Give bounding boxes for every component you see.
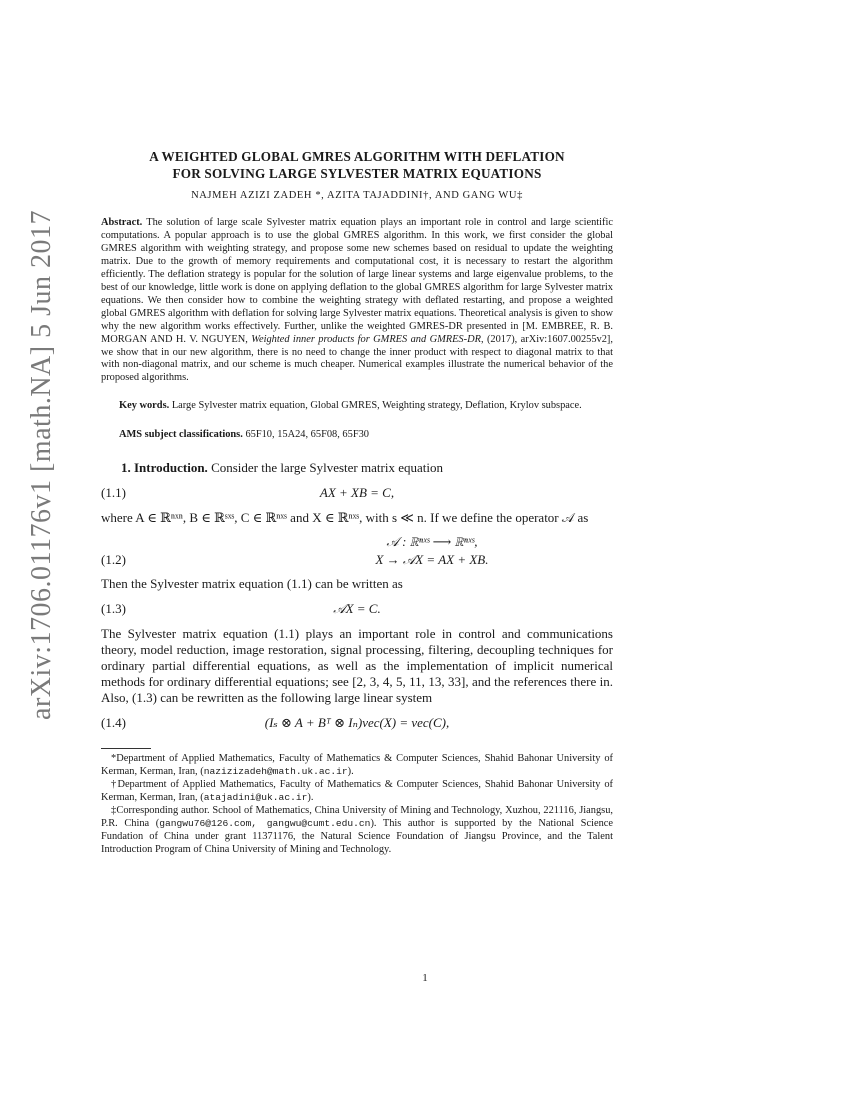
- ams-label: AMS subject classifications.: [119, 429, 243, 441]
- footnote-2-text: †Department of Applied Mathematics, Faculty of Mathematics & Computer Sciences, Shahid Bahonar University of Kerman, Kerman, Iran, (: [101, 779, 613, 804]
- equation-body: (Iₛ ⊗ A + Bᵀ ⊗ Iₙ)vec(X) = vec(C),: [264, 715, 450, 731]
- footnote-1-email[interactable]: nazizizadeh@math.uk.ac.ir: [203, 766, 348, 778]
- footnote-3-text: ‡Corresponding author. School of Mathematics, China University of Mining and Technology, Xuzhou, 221116, Jiangsu, P.R. China (: [101, 805, 613, 829]
- keywords: [101, 399, 613, 412]
- page-number: 1: [422, 972, 428, 984]
- authors: NAJMEH AZIZI ZADEH *, AZITA TAJADDINI†, AND GANG WU‡: [191, 190, 523, 201]
- equation-number: (1.2): [101, 552, 126, 568]
- abstract-text: The solution of large scale Sylvester matrix equation plays an important role in control and large scientific computations. A popular approach is to use the global GMRES algorithm. In this work, we first consider the global GMRES algorithm with weighting strategy, and propose some new schemes based on residual to update the weighting matrix. Due to the growth of memory requirements and computational cost, it is necessary to restart the algorithm efficiently. The deflation strategy is popular for the solution of large linear systems and large eigenvalue problems, to the best of our knowledge, little work is done on applying deflation to the global GMRES algorithm for large Sylvester matrix equations. We then consider how to combine the weighting strategy with deflated restarting, and propose a weighted global GMRES algorithm with deflation for solving large Sylvester matrix equations. Theoretical analysis is given to show why the new algorithm works effectively. Further, unlike the weighted GMRES-DR presented in [M. EMBREE, R. B. MORGAN AND H. V. NGUYEN,: [101, 217, 613, 345]
- paper-title: [101, 148, 613, 182]
- ams-classifications: [101, 428, 613, 441]
- equation-1-4: [101, 712, 613, 734]
- footnote-2-email[interactable]: atajadini@uk.ac.ir: [203, 792, 308, 804]
- equation-body: 𝒜X = C.: [333, 601, 381, 617]
- equation-body: AX + XB = C,: [319, 485, 395, 501]
- footnote-rule: [101, 748, 151, 749]
- footnote-1-text: *Department of Applied Mathematics, Faculty of Mathematics & Computer Sciences, Shahid Bahonar University of Kerman, Kerman, Iran, (: [101, 753, 613, 778]
- section-introduction: [101, 460, 613, 476]
- equation-line-1: 𝒜 : ℝⁿˣˢ ⟶ ℝⁿˣˢ,: [386, 534, 478, 550]
- abstract-italic-ref: Weighted inner products for GMRES and GMRES-DR: [251, 333, 481, 345]
- body-paragraph: The Sylvester matrix equation (1.1) plays an important role in control and communications theory, model reduction, image restoration, signal processing, filtering, decoupling techniques for ordinary partial differential equations, as well as the implementation of implicit numerical methods for ordinary differential equations; see [2, 3, 4, 5, 11, 13, 33], and the references there in. Also, (1.3) can be rewritten as the following large linear system: [101, 626, 613, 706]
- footnote-3-end: ). This author is supported by the National Science Fundation of China under grant 11371176, the Natural Science Foundation of Jiangsu Province, and the Talent Introduction Program of China University of Mining and Technology.: [101, 817, 613, 855]
- footnote-3: [101, 805, 613, 857]
- footnote-1: [101, 753, 613, 779]
- arxiv-sidebar-stamp: [24, 210, 60, 720]
- where-paragraph: where A ∈ ℝⁿˣⁿ, B ∈ ℝˢˣˢ, C ∈ ℝⁿˣˢ and X ∈ ℝⁿˣˢ, with s ≪ n. If we define the operator 𝒜 as: [101, 510, 589, 526]
- title-line-1: A WEIGHTED GLOBAL GMRES ALGORITHM WITH DEFLATION: [149, 149, 565, 164]
- footnote-1-end: ).: [347, 766, 354, 778]
- footnote-3-email[interactable]: gangwu76@126.com, gangwu@cumt.edu.cn: [159, 817, 371, 829]
- section-heading: 1. Introduction.: [121, 460, 208, 476]
- keywords-text: Large Sylvester matrix equation, Global GMRES, Weighting strategy, Deflation, Krylov subspace.: [171, 400, 582, 412]
- abstract-text-end: , (2017), arXiv:1607.00255v2], we show that in our new algorithm, there is no need to change the inner product with respect to diagonal matrix to that with non-diagonal matrix, and our scheme is much cheaper. Numerical examples illustrate the numerical behavior of the proposed algorithms.: [101, 333, 613, 384]
- equation-number: (1.3): [101, 601, 126, 617]
- keywords-label: Key words.: [119, 400, 170, 412]
- section-intro-text: Consider the large Sylvester matrix equation: [211, 460, 443, 476]
- abstract-label: Abstract.: [101, 217, 143, 228]
- equation-1-2: [101, 532, 613, 570]
- arxiv-id: arXiv:1706.01176v1 [math.NA] 5 Jun 2017: [26, 210, 57, 720]
- footnote-2-end: ).: [307, 792, 314, 804]
- equation-number: (1.4): [101, 715, 126, 731]
- ams-text: 65F10, 15A24, 65F08, 65F30: [245, 429, 369, 441]
- then-paragraph: Then the Sylvester matrix equation (1.1) can be written as: [101, 576, 403, 592]
- equation-line-2: X → 𝒜X = AX + XB.: [375, 552, 489, 568]
- paper-page: [101, 148, 613, 857]
- footnote-2: [101, 779, 613, 805]
- equation-number: (1.1): [101, 485, 126, 501]
- equation-1-3: [101, 598, 613, 620]
- abstract: [101, 217, 613, 385]
- equation-1-1: [101, 482, 613, 504]
- title-line-2: FOR SOLVING LARGE SYLVESTER MATRIX EQUATIONS: [172, 166, 542, 181]
